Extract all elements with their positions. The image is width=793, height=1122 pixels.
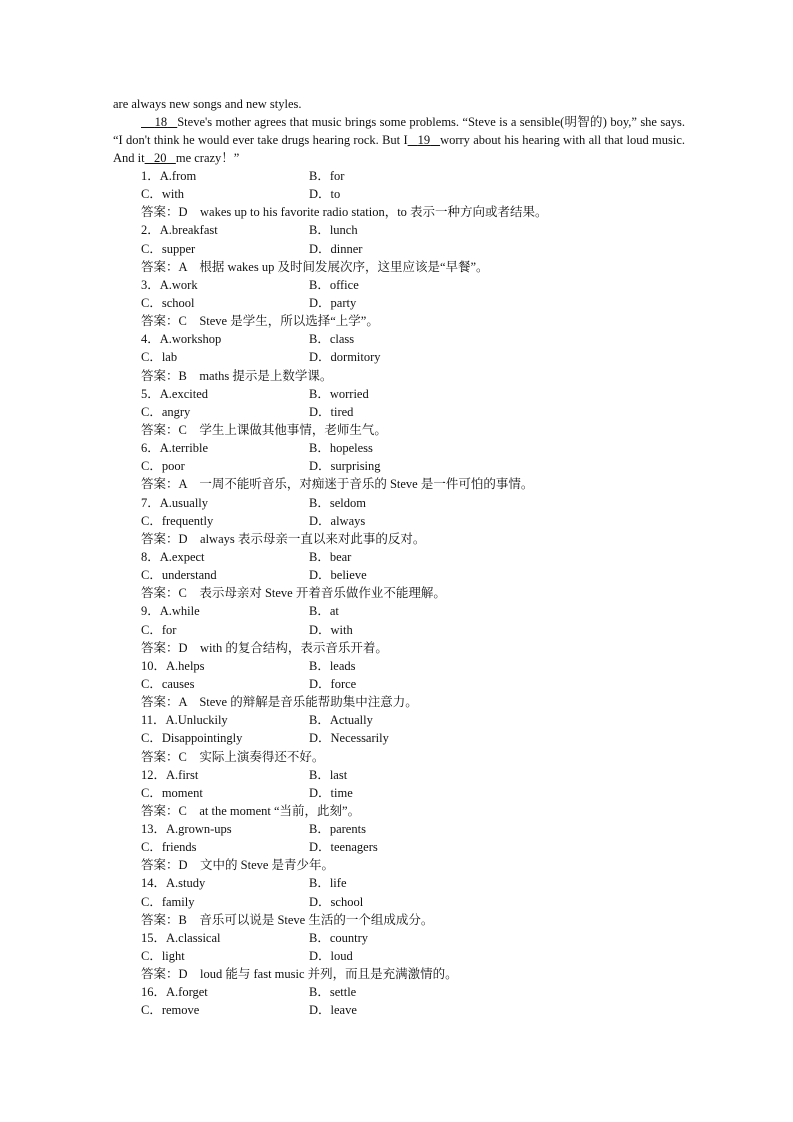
option-d: D．dinner bbox=[309, 241, 363, 256]
option-a: 13．A.grown-ups bbox=[141, 822, 232, 837]
question-options-cd bbox=[141, 1001, 701, 1019]
question-options-ab bbox=[141, 167, 701, 185]
question-options-ab bbox=[141, 276, 701, 294]
question-options-cd bbox=[141, 240, 701, 258]
option-d: D．always bbox=[309, 513, 366, 528]
answer-explanation: 答案：D wakes up to his favorite radio station，to 表示一种方向或者结果。 bbox=[141, 205, 548, 220]
question-options-cd bbox=[141, 675, 701, 693]
option-d: D．party bbox=[309, 295, 357, 310]
option-b: B．for bbox=[309, 169, 345, 183]
option-b: B．last bbox=[309, 767, 348, 782]
option-d: D．tired bbox=[309, 404, 354, 419]
answer-explanation: 答案：D with 的复合结构，表示音乐开着。 bbox=[141, 640, 388, 655]
question-options-ab bbox=[141, 602, 701, 620]
option-b: B．hopeless bbox=[309, 441, 373, 456]
option-d: D．teenagers bbox=[309, 840, 378, 855]
question-options-ab bbox=[141, 385, 701, 403]
answer-explanation: 答案：A 一周不能听音乐，对痴迷于音乐的 Steve 是一件可怕的事情。 bbox=[141, 477, 534, 492]
answer-explanation: 答案：B 音乐可以说是 Steve 生活的一个组成成分。 bbox=[141, 912, 434, 927]
question-options-cd bbox=[141, 294, 701, 312]
question-options-ab bbox=[141, 439, 701, 457]
option-a: 16．A.forget bbox=[141, 985, 208, 1000]
question-options-ab bbox=[141, 657, 701, 675]
option-c: C．lab bbox=[141, 350, 178, 365]
option-d: D．loud bbox=[309, 949, 353, 964]
option-d: D．time bbox=[309, 785, 353, 800]
option-a: 3．A.work bbox=[141, 277, 198, 292]
option-c: C．understand bbox=[141, 568, 217, 583]
option-c: C．supper bbox=[141, 241, 196, 256]
answer-explanation: 答案：D always 表示母亲一直以来对此事的反对。 bbox=[141, 531, 426, 546]
option-d: D．with bbox=[309, 622, 353, 637]
answer-explanation: 答案：C 实际上演奏得还不好。 bbox=[141, 749, 325, 764]
blank-18: 18 bbox=[154, 115, 168, 129]
option-a: 4．A.workshop bbox=[141, 332, 222, 347]
question-options-cd bbox=[141, 512, 701, 530]
question-options-cd bbox=[141, 457, 701, 475]
question-options-ab bbox=[141, 548, 701, 566]
option-d: D．believe bbox=[309, 568, 367, 583]
option-a: 14．A.study bbox=[141, 876, 206, 891]
passage-line: are always new songs and new styles. bbox=[113, 97, 302, 111]
question-options-ab bbox=[141, 494, 701, 512]
option-d: D．school bbox=[309, 894, 364, 909]
option-c: C．Disappointingly bbox=[141, 731, 243, 746]
option-c: C．light bbox=[141, 949, 185, 964]
answer-explanation: 答案：C 学生上课做其他事情，老师生气。 bbox=[141, 422, 387, 437]
blank-20: 20 bbox=[153, 151, 167, 165]
option-b: B．worried bbox=[309, 386, 369, 401]
question-options-cd bbox=[141, 348, 701, 366]
answer-explanation: 答案：A 根据 wakes up 及时间发展次序，这里应该是“早餐”。 bbox=[141, 259, 489, 274]
option-b: B．seldom bbox=[309, 495, 366, 510]
option-b: B．country bbox=[309, 930, 369, 945]
option-d: D．dormitory bbox=[309, 350, 381, 365]
option-b: B．life bbox=[309, 876, 347, 891]
option-c: C．moment bbox=[141, 785, 203, 800]
question-options-cd bbox=[141, 566, 701, 584]
passage-paragraph: 18 Steve's mother agrees that music brings some problems. “Steve is a sensible(明智的) boy,” she says. “I don't think he would ever take drugs hearing rock. But I 19 worry about his hearing with all that loud music. And it 20 me crazy！” bbox=[113, 115, 686, 165]
option-d: D．force bbox=[309, 676, 357, 691]
question-options-cd bbox=[141, 784, 701, 802]
question-options-ab bbox=[141, 330, 701, 348]
option-d: D．surprising bbox=[309, 459, 381, 474]
question-options-ab bbox=[141, 874, 701, 892]
option-c: C．poor bbox=[141, 459, 185, 474]
question-options-ab bbox=[141, 766, 701, 784]
question-options-cd bbox=[141, 947, 701, 965]
option-a: 7．A.usually bbox=[141, 495, 209, 510]
option-c: C．frequently bbox=[141, 513, 214, 528]
option-d: D．to bbox=[309, 187, 341, 202]
option-a: 5．A.excited bbox=[141, 386, 208, 401]
question-options-ab bbox=[141, 221, 701, 239]
option-a: 12．A.first bbox=[141, 767, 199, 782]
question-options-ab bbox=[141, 820, 701, 838]
blank-19: 19 bbox=[417, 133, 431, 147]
question-options-cd bbox=[141, 893, 701, 911]
answer-explanation: 答案：C Steve 是学生，所以选择“上学”。 bbox=[141, 314, 379, 329]
question-options-ab bbox=[141, 929, 701, 947]
option-d: D．Necessarily bbox=[309, 731, 389, 746]
option-c: C．family bbox=[141, 894, 195, 909]
answer-explanation: 答案：C at the moment “当前，此刻”。 bbox=[141, 803, 361, 818]
option-b: B．Actually bbox=[309, 713, 373, 728]
option-a: 1．A.from bbox=[141, 169, 197, 183]
question-options-cd bbox=[141, 621, 701, 639]
option-b: B．settle bbox=[309, 985, 357, 1000]
answer-explanation: 答案：A Steve 的辩解是音乐能帮助集中注意力。 bbox=[141, 695, 418, 710]
option-c: C．with bbox=[141, 187, 185, 202]
option-a: 9．A.while bbox=[141, 604, 200, 619]
passage bbox=[113, 95, 685, 167]
option-c: C．remove bbox=[141, 1003, 200, 1018]
question-list bbox=[141, 167, 701, 1020]
option-c: C．school bbox=[141, 295, 195, 310]
question-options-cd bbox=[141, 729, 701, 747]
question-options-cd bbox=[141, 185, 701, 203]
option-b: B．lunch bbox=[309, 223, 358, 238]
option-b: B．class bbox=[309, 332, 355, 347]
answer-explanation: 答案：D loud 能与 fast music 并列，而且是充满激情的。 bbox=[141, 967, 458, 982]
option-b: B．office bbox=[309, 277, 359, 292]
option-d: D．leave bbox=[309, 1003, 357, 1018]
option-a: 10．A.helps bbox=[141, 658, 205, 673]
question-options-ab bbox=[141, 711, 701, 729]
option-c: C．friends bbox=[141, 840, 197, 855]
option-c: C．for bbox=[141, 622, 177, 637]
question-options-cd bbox=[141, 403, 701, 421]
option-a: 2．A.breakfast bbox=[141, 223, 218, 238]
option-c: C．causes bbox=[141, 676, 195, 691]
option-b: B．leads bbox=[309, 658, 356, 673]
option-b: B．parents bbox=[309, 822, 366, 837]
question-options-cd bbox=[141, 838, 701, 856]
answer-explanation: 答案：B maths 提示是上数学课。 bbox=[141, 368, 333, 383]
option-b: B．bear bbox=[309, 549, 352, 564]
option-c: C．angry bbox=[141, 404, 191, 419]
answer-explanation: 答案：D 文中的 Steve 是青少年。 bbox=[141, 858, 335, 873]
option-a: 11．A.Unluckily bbox=[141, 713, 228, 728]
option-a: 8．A.expect bbox=[141, 549, 205, 564]
option-a: 6．A.terrible bbox=[141, 441, 208, 456]
answer-explanation: 答案：C 表示母亲对 Steve 开着音乐做作业不能理解。 bbox=[141, 586, 446, 601]
option-b: B．at bbox=[309, 604, 339, 619]
question-options-ab bbox=[141, 983, 701, 1001]
option-a: 15．A.classical bbox=[141, 930, 221, 945]
